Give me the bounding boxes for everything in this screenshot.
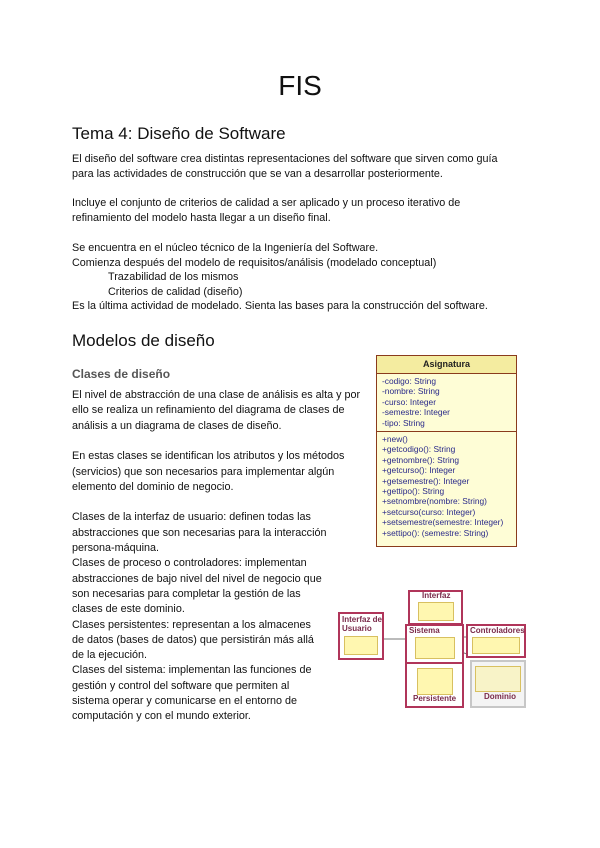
body-line: Clases del sistema: implementan las funciones de (72, 664, 312, 677)
uml-attribute: -tipo: String (382, 417, 425, 428)
package-persistente (405, 662, 464, 708)
package-dominio (470, 660, 526, 708)
uml-method: +getnombre(): String (382, 454, 460, 465)
body-line: gestión y control del software que permiten al (72, 679, 290, 692)
paragraph-line: Incluye el conjunto de criterios de calidad a ser aplicado y un proceso iterativo de (72, 197, 461, 209)
uml-attribute: -semestre: Integer (382, 407, 450, 418)
body-line: ello se realiza un refinamiento del diagrama de clases de (72, 404, 345, 417)
body-line: de datos (bases de datos) que persistirán más allá (72, 633, 314, 646)
uml-method: +gettipo(): String (382, 486, 445, 497)
section-heading-modelos: Modelos de diseño (72, 331, 215, 350)
body-line: elemento del dominio de negocio. (72, 480, 234, 493)
package-label: Sistema (409, 626, 440, 635)
uml-method: +new() (382, 434, 408, 445)
uml-method: +settipo(): (semestre: String) (382, 527, 489, 538)
body-line: computación y con el mundo exterior. (72, 710, 251, 723)
package-content (415, 637, 455, 659)
package-label: Controladores (470, 626, 525, 635)
subheading-clases: Clases de diseño (72, 367, 171, 381)
body-line: persona-máquina. (72, 542, 160, 554)
body-line: abstracciones de bajo nivel del nivel de negocio que (72, 572, 322, 585)
uml-attributes (377, 374, 516, 432)
package-content (472, 637, 520, 654)
uml-attribute: -nombre: String (382, 386, 440, 397)
uml-attribute: -codigo: String (382, 376, 436, 386)
body-line: de la ejecución. (72, 649, 148, 662)
package-label: Dominio (484, 692, 516, 701)
package-interfaz-usuario (338, 612, 384, 660)
package-interfaz (408, 590, 463, 625)
body-line: clases de este dominio. (72, 603, 185, 616)
section-heading-tema4: Tema 4: Diseño de Software (72, 124, 286, 143)
paragraph-line: Se encuentra en el núcleo técnico de la Ingeniería del Software. (72, 242, 379, 254)
uml-method: +setsemestre(semestre: Integer) (382, 517, 504, 528)
paragraph-line: El diseño del software crea distintas representaciones del software que sirven como guía (72, 153, 498, 165)
paragraph-line: refinamiento del modelo hasta llegar a un diseño final. (72, 212, 331, 224)
uml-method: +setnombre(nombre: String) (382, 496, 487, 507)
uml-method: +getcodigo(): String (382, 444, 456, 455)
body-line: son necesarias para completar la gestión de las (72, 587, 301, 600)
uml-method: +getsemestre(): Integer (382, 475, 470, 486)
package-content (475, 666, 521, 692)
uml-method: +setcurso(curso: Integer) (382, 506, 476, 517)
package-sistema (405, 624, 464, 664)
uml-methods (377, 432, 516, 541)
body-line: sistema operar y comunicarse en el entorno de (72, 695, 298, 707)
body-line: Clases persistentes: representan a los almacenes (72, 618, 311, 631)
paragraph-line: Es la última actividad de modelado. Sienta las bases para la construcción del software. (72, 300, 488, 312)
package-label: Interfaz de Usuario (342, 615, 383, 633)
package-content (344, 636, 378, 655)
package-content (417, 668, 453, 695)
package-label: Persistente (413, 694, 457, 703)
package-label: Interfaz (422, 591, 451, 600)
uml-class-asignatura (376, 355, 517, 547)
body-line: abstracciones que son necesarias para la interacción (72, 526, 327, 539)
paragraph-line: para las actividades de construcción que se van a desarrollar posteriormente. (72, 168, 443, 180)
package-controladores (466, 624, 526, 658)
package-content (418, 602, 454, 621)
body-line: Clases de proceso o controladores: implementan (72, 557, 307, 570)
uml-attribute: -curso: Integer (382, 396, 436, 407)
body-line: Clases de la interfaz de usuario: definen todas las (72, 511, 311, 524)
uml-class-name: Asignatura (377, 356, 516, 374)
paragraph-line: Comienza después del modelo de requisitos/análisis (modelado conceptual) (72, 257, 437, 269)
indented-line: Trazabilidad de los mismos (108, 271, 239, 283)
page-title: FIS (278, 70, 322, 101)
body-line: El nivel de abstracción de una clase de análisis es alta y por (72, 389, 361, 401)
body-line: (servicios) que son necesarios para implementar algún (72, 465, 335, 478)
indented-line: Criterios de calidad (diseño) (108, 286, 243, 298)
body-line: análisis a un diagrama de clases de diseño. (72, 419, 282, 432)
uml-method: +getcurso(): Integer (382, 465, 456, 476)
body-line: En estas clases se identifican los atributos y los métodos (72, 450, 345, 463)
